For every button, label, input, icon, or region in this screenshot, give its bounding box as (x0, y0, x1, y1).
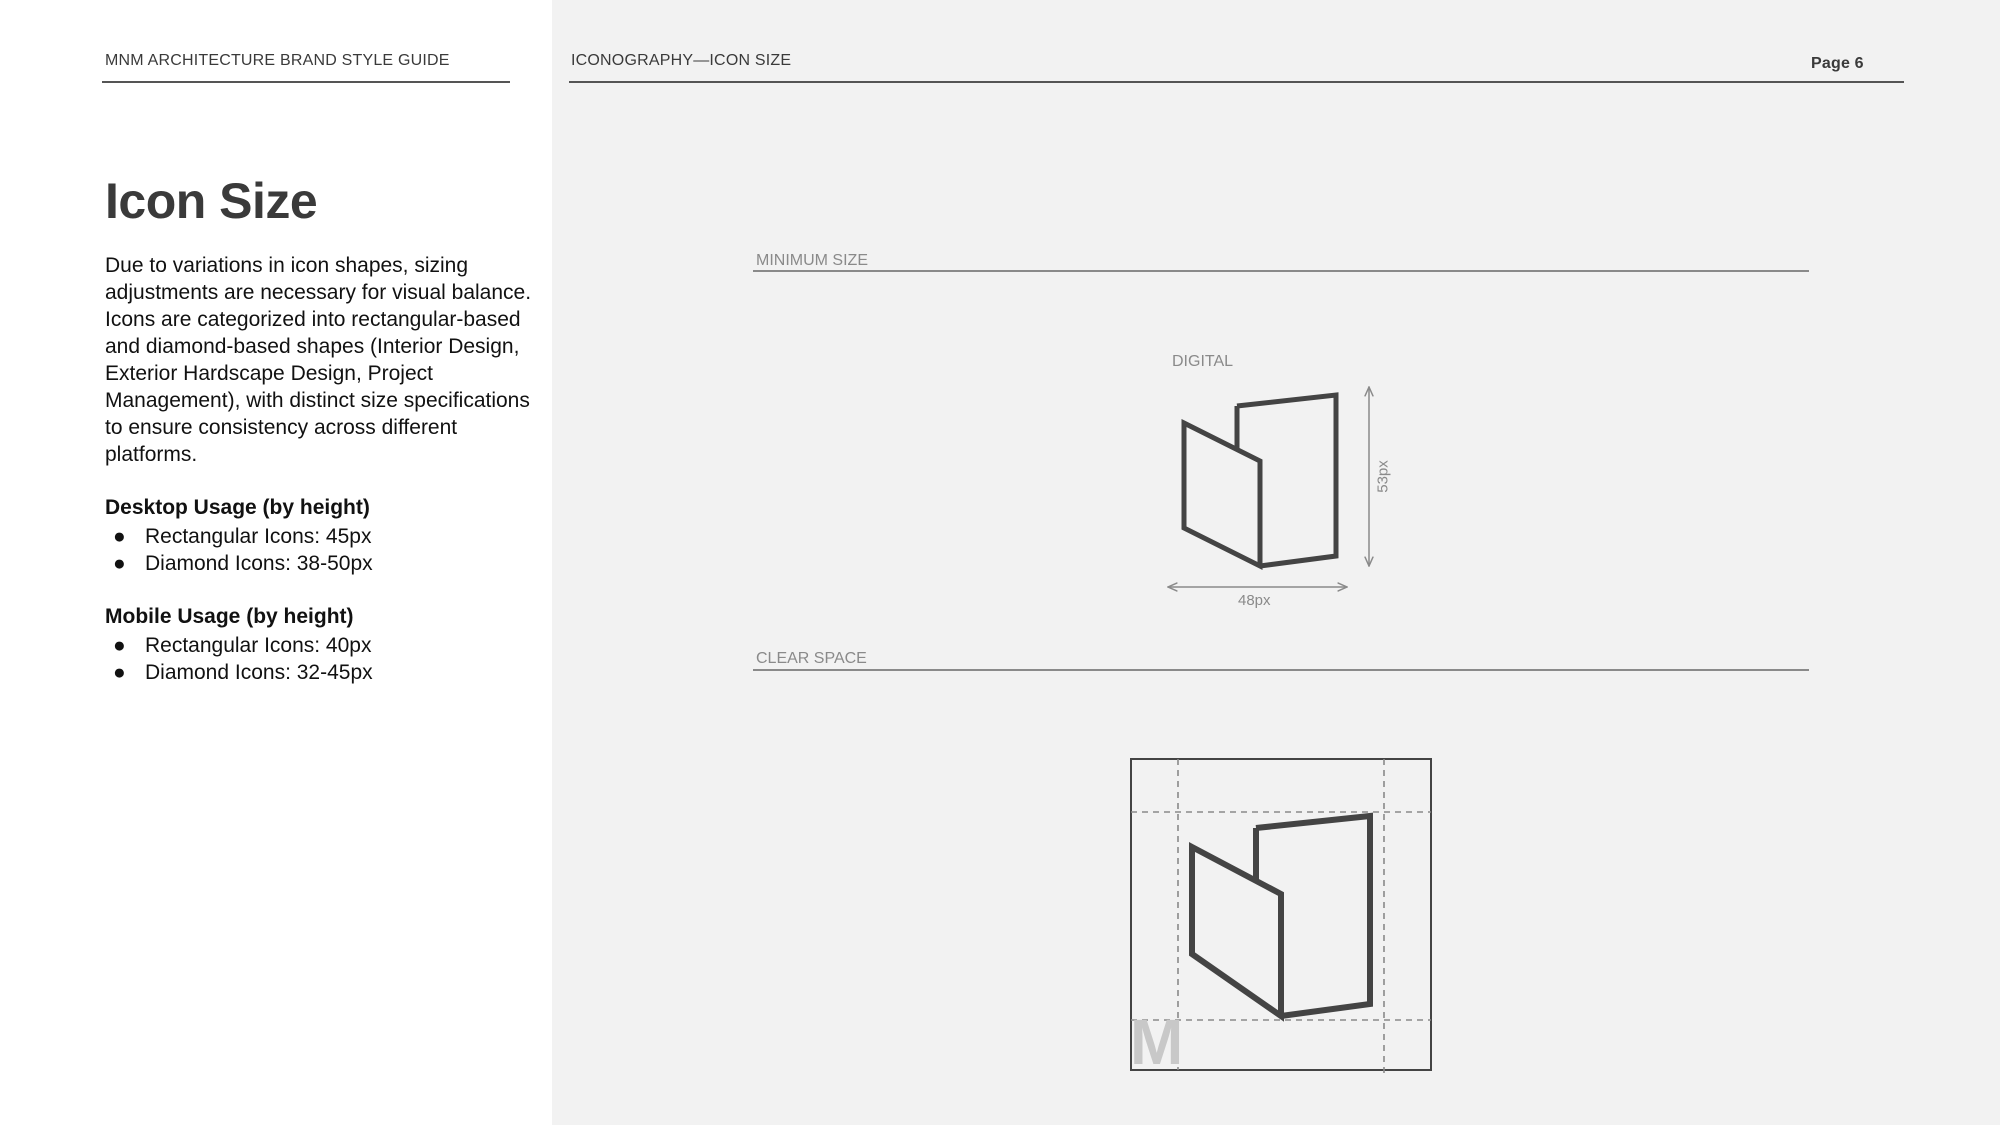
digital-label: DIGITAL (1172, 353, 1234, 370)
minimum-size-label: MINIMUM SIZE (756, 252, 868, 269)
width-dimension-label: 48px (1238, 592, 1271, 609)
list-item-text: Diamond Icons: 38-50px (145, 552, 373, 575)
clear-space-label: CLEAR SPACE (756, 650, 867, 667)
bullet-icon: ● (113, 552, 126, 575)
desktop-usage-heading: Desktop Usage (by height) (105, 496, 370, 519)
bullet-icon: ● (113, 525, 126, 548)
page-title: Icon Size (105, 173, 318, 229)
mobile-usage-heading: Mobile Usage (by height) (105, 605, 354, 628)
clear-space-unit-letter: M (1130, 1006, 1184, 1078)
list-item-text: Rectangular Icons: 45px (145, 525, 372, 548)
guide-title: MNM ARCHITECTURE BRAND STYLE GUIDE (105, 52, 450, 69)
list-item-text: Rectangular Icons: 40px (145, 634, 372, 657)
bullet-icon: ● (113, 634, 126, 657)
height-dimension-label: 53px (1374, 460, 1392, 493)
intro-paragraph: Due to variations in icon shapes, sizing adjustments are necessary for visual balance. Icons are categorized into rectangular-based and diamond-based shapes (Interior Design, Exterior Hardscape Design, Project Management), with distinct size specifications to ensure consistency across different platforms. (105, 254, 532, 466)
bullet-icon: ● (113, 661, 126, 684)
list-item-text: Diamond Icons: 32-45px (145, 661, 373, 684)
mnm-door-panels-icon (1192, 816, 1370, 1016)
mnm-door-panels-icon (1184, 395, 1336, 566)
section-title: ICONOGRAPHY—ICON SIZE (571, 52, 792, 69)
page-number: Page 6 (1811, 55, 1864, 72)
